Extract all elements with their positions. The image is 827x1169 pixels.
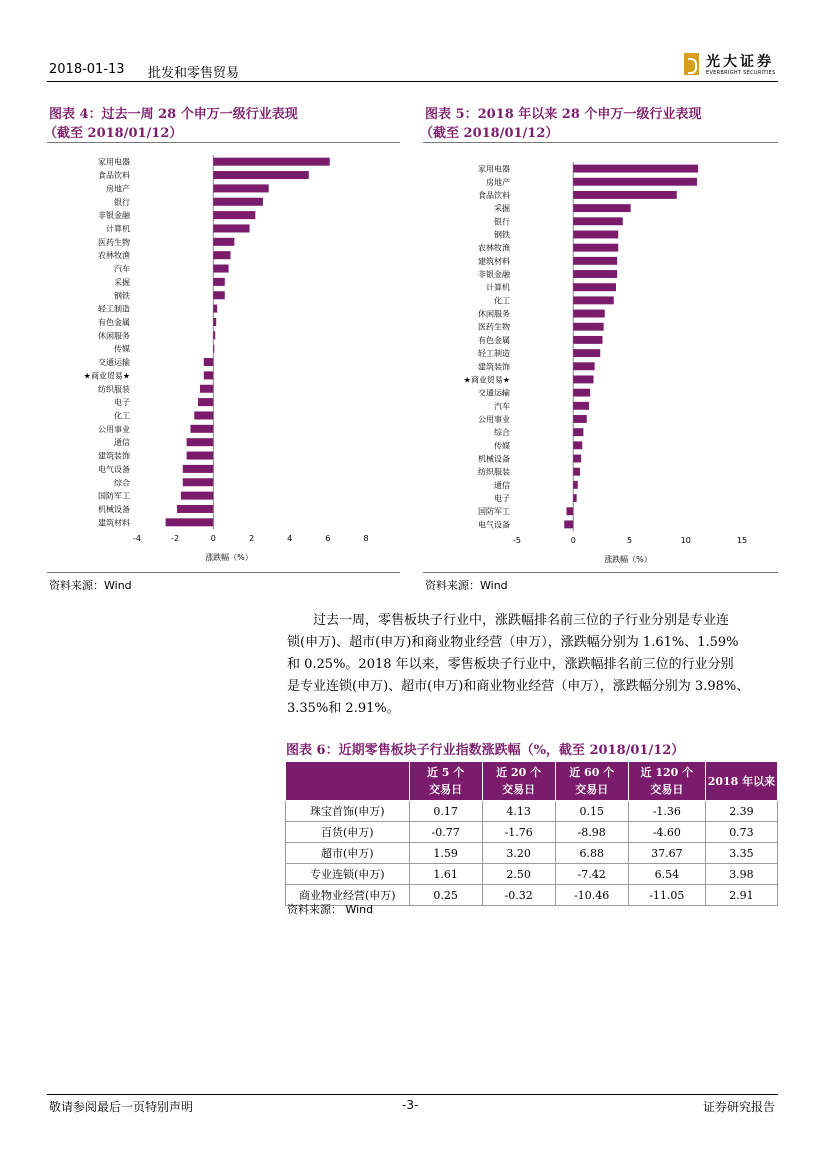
chart-bar xyxy=(177,505,213,513)
table-cell: 2.39 xyxy=(705,801,777,822)
x-tick-label: 15 xyxy=(736,536,748,545)
header-divider xyxy=(47,81,778,82)
header-text: 交易日 xyxy=(650,783,684,796)
category-label: 钢铁 xyxy=(494,230,510,240)
chart-bar xyxy=(573,257,617,265)
category-label: 非银金融 xyxy=(98,211,130,221)
table-cell: 专业连锁(申万) xyxy=(286,864,410,885)
chart-bar xyxy=(573,270,617,278)
chart-bar xyxy=(187,438,214,446)
fig4-chart xyxy=(47,145,400,570)
category-label: 采掘 xyxy=(494,204,510,214)
chart-bar xyxy=(181,492,213,500)
chart-bar xyxy=(573,389,590,397)
chart-bar xyxy=(213,278,224,286)
table-row xyxy=(286,843,778,864)
table-cell: 2.91 xyxy=(705,885,777,906)
chart-bar xyxy=(573,494,576,502)
chart-bar xyxy=(573,244,618,252)
category-label: 机械设备 xyxy=(478,454,510,464)
chart-bar xyxy=(573,310,605,318)
paragraph-line: 是专业连锁(申万)、超市(申万)和商业物业经营（申万），涨跌幅分别为 3.98%、 xyxy=(287,679,750,694)
chart-bar xyxy=(190,425,213,433)
chart-bar xyxy=(573,323,603,331)
x-tick-label: 8 xyxy=(363,534,369,543)
category-label: 电气设备 xyxy=(478,520,510,530)
header-text: 近 60 个 xyxy=(569,766,615,779)
table-cell: 珠宝首饰(申万) xyxy=(286,801,410,822)
table-cell: 3.20 xyxy=(482,843,555,864)
table-cell: 1.59 xyxy=(409,843,482,864)
chart-bar xyxy=(213,238,234,246)
category-label: 化工 xyxy=(114,411,130,421)
page-number: -3- xyxy=(402,1098,419,1112)
table-cell: 6.88 xyxy=(555,843,628,864)
fig4-bottom-rule xyxy=(47,572,400,573)
table-cell: -8.98 xyxy=(555,822,628,843)
paragraph-line: 过去一周，零售板块子行业中，涨跌幅排名前三位的子行业分别是专业连 xyxy=(313,613,730,628)
category-label: 计算机 xyxy=(106,224,130,234)
chart-bar xyxy=(573,428,583,436)
chart-bar xyxy=(573,296,614,304)
footer-report-type: 证券研究报告 xyxy=(703,1100,776,1114)
chart-bar xyxy=(573,217,623,225)
category-label: 银行 xyxy=(114,197,130,207)
x-tick-label: 0 xyxy=(210,534,216,543)
table-header-cell xyxy=(628,762,705,801)
chart-bar xyxy=(198,398,213,406)
table-cell: 3.98 xyxy=(705,864,777,885)
x-tick-label: -5 xyxy=(513,536,521,545)
category-label: 公用事业 xyxy=(478,414,510,424)
category-label: 有色金属 xyxy=(478,335,510,345)
category-label: 房地产 xyxy=(486,177,510,187)
chart-bar xyxy=(213,158,329,166)
category-label: 纺织服装 xyxy=(478,467,510,477)
chart-bar xyxy=(573,336,602,344)
category-label: 医药生物 xyxy=(98,237,130,247)
fig5-title-line1: 图表 5：2018 年以来 28 个申万一级行业表现 xyxy=(425,107,702,122)
logo-name-en: EVERBRIGHT SECURITIES xyxy=(706,70,776,76)
chart-bar xyxy=(183,465,214,473)
category-label: 交通运输 xyxy=(98,358,130,368)
fig5-title-line2: （截至 2018/01/12） xyxy=(420,126,559,141)
chart-bar xyxy=(573,165,698,173)
chart-bar xyxy=(567,507,574,515)
fig5-chart xyxy=(423,145,778,570)
fig6-title: 图表 6：近期零售板块子行业指数涨跌幅（%，截至 2018/01/12） xyxy=(286,743,685,758)
table-cell: -4.60 xyxy=(628,822,705,843)
category-label: 国防军工 xyxy=(98,491,130,501)
category-label: 传媒 xyxy=(114,344,130,354)
fig5-bottom-rule xyxy=(423,572,778,573)
chart-bar xyxy=(213,211,255,219)
fig4-title-line1: 图表 4：过去一周 28 个申万一级行业表现 xyxy=(49,107,298,122)
fig4-top-rule xyxy=(47,142,400,143)
header-text: 交易日 xyxy=(575,783,609,796)
category-label: 通信 xyxy=(494,480,510,490)
chart-bar xyxy=(573,178,697,186)
chart-bar xyxy=(213,345,214,353)
category-label: 汽车 xyxy=(494,401,510,411)
fig4-title-line2: （截至 2018/01/12） xyxy=(44,126,183,141)
x-axis-label: 涨跌幅（%） xyxy=(205,553,253,562)
table-header-cell xyxy=(286,762,410,801)
x-tick-label: 6 xyxy=(325,534,331,543)
chart-bar xyxy=(573,402,589,410)
header-text: 2018 年以来 xyxy=(707,774,776,788)
category-label: 电子 xyxy=(494,494,510,504)
header-text: 近 120 个 xyxy=(640,766,694,779)
chart-bar xyxy=(213,171,308,179)
table-header-row xyxy=(286,762,778,801)
logo-mark-icon xyxy=(688,58,697,74)
category-label: 国防军工 xyxy=(478,507,510,517)
table-cell: 0.17 xyxy=(409,801,482,822)
footer-disclaimer: 敬请参阅最后一页特别声明 xyxy=(49,1100,194,1114)
table-cell: 37.67 xyxy=(628,843,705,864)
category-label: 电气设备 xyxy=(98,464,130,474)
paragraph-line: 3.35%和 2.91%。 xyxy=(287,701,400,716)
category-label: ★商业贸易★ xyxy=(83,371,130,381)
table-cell: -11.05 xyxy=(628,885,705,906)
table-cell: -7.42 xyxy=(555,864,628,885)
x-tick-label: 5 xyxy=(626,536,633,545)
category-label: 医药生物 xyxy=(478,322,510,332)
category-label: 食品饮料 xyxy=(98,171,130,181)
header-text: 交易日 xyxy=(429,783,463,796)
category-label: 非银金融 xyxy=(478,270,510,280)
header-text: 近 5 个 xyxy=(426,766,465,779)
chart-bar xyxy=(213,224,249,232)
category-label: 房地产 xyxy=(106,184,130,194)
category-label: 建筑装饰 xyxy=(478,362,510,372)
x-tick-label: 10 xyxy=(680,536,691,545)
fig5-top-rule xyxy=(423,142,778,143)
chart-bar xyxy=(573,362,594,370)
table-row xyxy=(286,822,778,843)
chart-bar xyxy=(213,305,217,313)
category-label: 银行 xyxy=(494,217,510,227)
x-tick-label: 0 xyxy=(570,536,576,545)
category-label: 纺织服装 xyxy=(98,384,130,394)
category-label: 建筑材料 xyxy=(478,256,510,266)
paragraph-line: 和 0.25%。2018 年以来，零售板块子行业中，涨跌幅排名前三位的行业分别 xyxy=(287,657,734,672)
category-label: 农林牧渔 xyxy=(478,243,510,253)
chart-bar xyxy=(573,481,578,489)
category-label: 有色金属 xyxy=(98,317,130,327)
category-label: 公用事业 xyxy=(98,424,130,434)
table-cell: -10.46 xyxy=(555,885,628,906)
body-paragraph xyxy=(287,610,779,720)
category-label: 传媒 xyxy=(494,441,510,451)
paragraph-line: 锁(申万)、超市(申万)和商业物业经营（申万），涨跌幅分别为 1.61%、1.59% xyxy=(287,635,739,650)
chart-bar xyxy=(573,283,616,291)
footer-divider xyxy=(47,1094,778,1095)
x-tick-label: -4 xyxy=(133,534,141,543)
chart-bar xyxy=(573,375,593,383)
table-cell: 超市(申万) xyxy=(286,843,410,864)
category-label: 家用电器 xyxy=(98,157,130,167)
x-tick-label: 4 xyxy=(287,534,293,543)
table-cell: 0.25 xyxy=(409,885,482,906)
fig6-table xyxy=(285,761,778,906)
category-label: 采掘 xyxy=(114,277,130,287)
chart-bar xyxy=(183,478,214,486)
chart-bar xyxy=(213,331,215,339)
table-cell: -1.36 xyxy=(628,801,705,822)
table-cell: -1.76 xyxy=(482,822,555,843)
chart-bar xyxy=(573,349,600,357)
table-cell: 6.54 xyxy=(628,864,705,885)
table-cell: 3.35 xyxy=(705,843,777,864)
chart-bar xyxy=(573,191,677,199)
category-label: 轻工制造 xyxy=(98,304,130,314)
chart-bar xyxy=(213,318,216,326)
chart-bar xyxy=(194,411,213,419)
table-row xyxy=(286,801,778,822)
category-label: 通信 xyxy=(114,438,130,448)
header-text: 近 20 个 xyxy=(496,766,542,779)
table-cell: 2.50 xyxy=(482,864,555,885)
chart-bar xyxy=(213,198,263,206)
chart-bar xyxy=(573,204,630,212)
category-label: 机械设备 xyxy=(98,504,130,514)
table-cell: 1.61 xyxy=(409,864,482,885)
chart-bar xyxy=(213,184,268,192)
category-label: 计算机 xyxy=(486,283,510,293)
table-cell: -0.32 xyxy=(482,885,555,906)
chart-bar xyxy=(213,291,224,299)
chart-bar xyxy=(204,371,214,379)
chart-bar xyxy=(564,520,573,528)
category-label: ★商业贸易★ xyxy=(463,375,510,385)
header-text: 交易日 xyxy=(502,783,536,796)
category-label: 农林牧渔 xyxy=(98,251,130,261)
table-cell: 商业物业经营(申万) xyxy=(286,885,410,906)
chart-bar xyxy=(166,518,214,526)
category-label: 食品饮料 xyxy=(478,190,510,200)
table-cell: -0.77 xyxy=(409,822,482,843)
chart-bar xyxy=(573,455,581,463)
chart-bar xyxy=(213,265,228,273)
category-label: 电子 xyxy=(114,398,130,408)
category-label: 建筑装饰 xyxy=(98,451,130,461)
category-label: 综合 xyxy=(494,428,510,438)
chart-bar xyxy=(204,358,214,366)
fig4-source: 资料来源：Wind xyxy=(49,579,132,592)
table-cell: 0.73 xyxy=(705,822,777,843)
chart-bar xyxy=(573,441,582,449)
chart-bar xyxy=(573,231,618,239)
category-label: 化工 xyxy=(494,296,510,306)
table-header-cell xyxy=(705,762,777,801)
report-section: 批发和零售贸易 xyxy=(148,66,240,81)
x-axis-label: 涨跌幅（%） xyxy=(604,555,652,564)
category-label: 休闲服务 xyxy=(98,331,130,341)
chart-bar xyxy=(573,468,580,476)
x-tick-label: 2 xyxy=(248,534,255,543)
table-header-cell xyxy=(482,762,555,801)
category-label: 汽车 xyxy=(114,264,130,274)
category-label: 家用电器 xyxy=(478,164,510,174)
chart-bar xyxy=(187,452,214,460)
table-cell: 0.15 xyxy=(555,801,628,822)
category-label: 休闲服务 xyxy=(478,309,510,319)
report-date: 2018-01-13 xyxy=(49,62,125,77)
table-cell: 百货(申万) xyxy=(286,822,410,843)
chart-bar xyxy=(213,251,230,259)
category-label: 钢铁 xyxy=(114,291,130,301)
category-label: 轻工制造 xyxy=(478,349,510,359)
fig6-source: 资料来源： Wind xyxy=(287,903,374,916)
logo-name-cn: 光大证券 xyxy=(706,54,774,70)
fig5-source: 资料来源：Wind xyxy=(425,579,508,592)
chart-bar xyxy=(573,415,587,423)
x-tick-label: -2 xyxy=(171,534,180,543)
table-cell: 4.13 xyxy=(482,801,555,822)
category-label: 综合 xyxy=(114,478,130,488)
table-row xyxy=(286,864,778,885)
table-header-cell xyxy=(409,762,482,801)
chart-bar xyxy=(200,385,213,393)
category-label: 建筑材料 xyxy=(98,518,130,528)
category-label: 交通运输 xyxy=(478,388,510,398)
table-header-cell xyxy=(555,762,628,801)
